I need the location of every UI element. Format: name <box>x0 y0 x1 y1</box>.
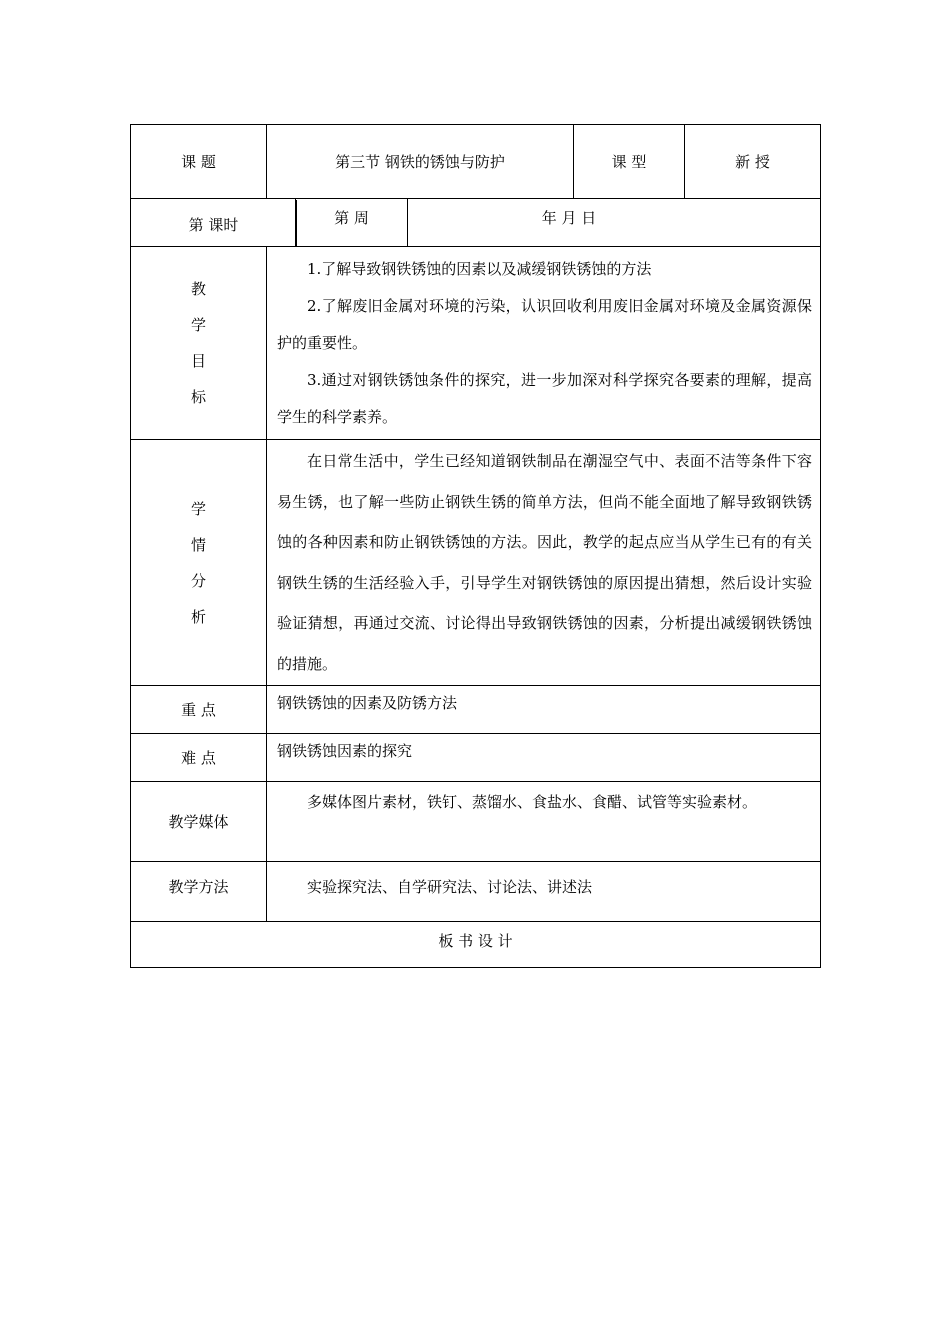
analysis-label-char: 分 <box>190 571 206 590</box>
media-text: 多媒体图片素材，铁钉、蒸馏水、食盐水、食醋、试管等实验素材。 <box>307 793 758 811</box>
board-label: 板 书 设 计 <box>131 922 821 968</box>
analysis-text: 在日常生活中，学生已经知道钢铁制品在潮湿空气中、表面不洁等条件下容易生锈，也了解一些防止钢铁生锈的简单方法，但尚不能全面地了解导致钢铁锈蚀的各种因素和防止钢铁锈蚀的方法。因此，教学的起点应当从学生已有的有关钢铁生锈的生活经验入手，引导学生对钢铁锈蚀的原因提出猜想，然后设计实验验证猜想，再通过交流、讨论得出导致钢铁锈蚀的因素，分析提出减缓钢铁锈蚀的措施。 <box>277 452 813 673</box>
media-content <box>267 782 821 862</box>
key-point-label: 重 点 <box>131 686 267 734</box>
period-label: 第 课时 <box>188 215 239 234</box>
goals-content <box>267 247 821 440</box>
goals-label-char: 标 <box>190 388 206 406</box>
method-row <box>131 862 821 922</box>
difficulty-row <box>131 734 821 782</box>
method-text: 实验探究法、自学研究法、讨论法、讲述法 <box>307 878 593 896</box>
method-label: 教学方法 <box>131 862 267 922</box>
analysis-label-char: 情 <box>190 535 206 554</box>
goal-item: 1.了解导致钢铁锈蚀的因素以及减缓钢铁锈蚀的方法 <box>307 259 652 278</box>
lesson-plan-table <box>130 124 821 968</box>
difficulty-label: 难 点 <box>131 734 267 782</box>
goal-item: 3.通过对钢铁锈蚀条件的探究，进一步加深对科学探究各要素的理解，提高学生的科学素养。 <box>277 370 813 426</box>
lesson-plan-sheet <box>130 124 820 968</box>
analysis-content <box>267 440 821 686</box>
key-point-row <box>131 686 821 734</box>
date-label: 年 月 日 <box>408 199 821 247</box>
analysis-row <box>131 440 821 686</box>
key-point-text: 钢铁锈蚀的因素及防锈方法 <box>267 686 821 734</box>
schedule-row <box>131 199 821 247</box>
topic-value: 第三节 钢铁的锈蚀与防护 <box>267 125 574 199</box>
topic-row <box>131 125 821 199</box>
board-row <box>131 922 821 968</box>
goals-label-char: 学 <box>190 316 206 334</box>
goals-label-char: 目 <box>190 352 206 370</box>
difficulty-text: 钢铁锈蚀因素的探究 <box>267 734 821 782</box>
week-label: 第 周 <box>296 199 408 247</box>
analysis-label <box>131 440 267 686</box>
goals-label <box>131 247 267 440</box>
type-label: 课 型 <box>574 125 685 199</box>
method-content <box>267 862 821 922</box>
goals-label-char: 教 <box>190 280 206 298</box>
analysis-label-char: 学 <box>190 499 206 518</box>
analysis-label-char: 析 <box>190 607 206 626</box>
media-label: 教学媒体 <box>131 782 267 862</box>
media-row <box>131 782 821 862</box>
topic-label: 课 题 <box>131 125 267 199</box>
type-value: 新 授 <box>685 125 821 199</box>
goals-row <box>131 247 821 440</box>
goal-item: 2.了解废旧金属对环境的污染，认识回收利用废旧金属对环境及金属资源保护的重要性。 <box>277 296 813 352</box>
